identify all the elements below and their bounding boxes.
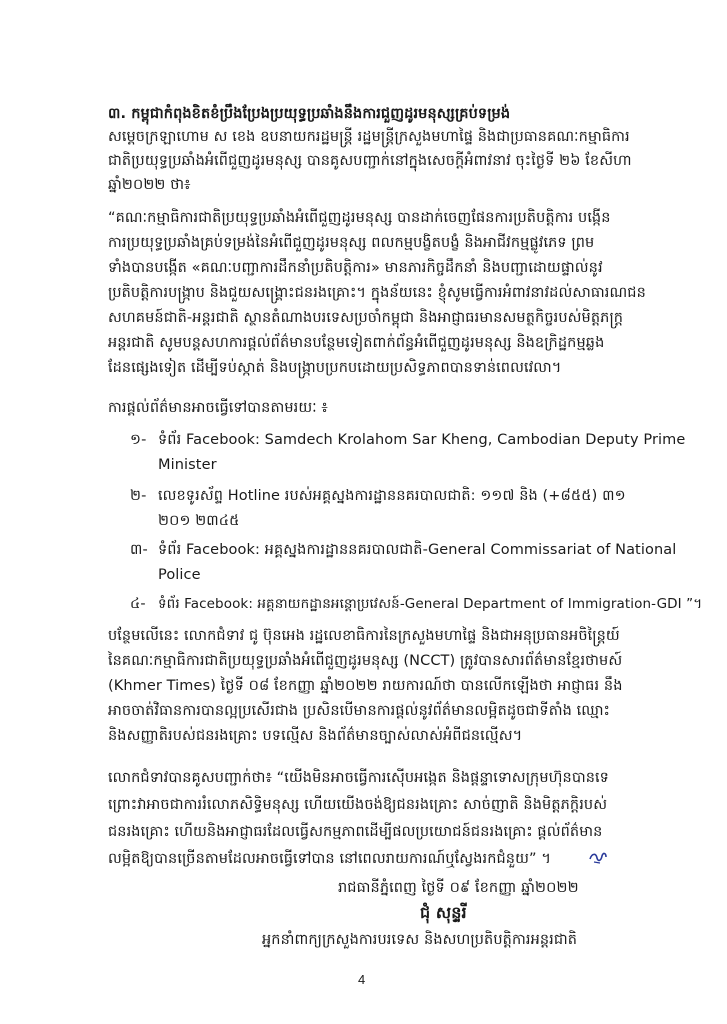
quote-line: ការប្រយុទ្ធប្រឆាំងគ្រប់ទម្រង់នៃអំពើជួញដូរមនុស្ស ពលកម្មបង្ខិតបង្ខំ និងអាជីវកម្មផ្លូវភេទ ព្រម [108,235,595,251]
paragraph-line: ជនរងគ្រោះ ហើយនិងអាជ្ញាធរដែលធ្វើសកម្មភាពដើម្បីផលប្រយោជន៍ជនរងគ្រោះ ផ្តល់ព័ត៌មាន [108,824,603,840]
paragraph-line: លម្អិតឱ្យបានច្រើនតាមដែលអាចធ្វើទៅបាន នៅពេលរាយការណ៍ឬស្វែងរកជំនួយ” ។ [108,851,551,867]
initial-mark-icon [588,849,608,865]
paragraph-line: ព្រោះវាអាចជាការរំលោភសិទ្ធិមនុស្ស ហើយយើងចង់ឱ្យជនរងគ្រោះ សាច់ញាតិ និងមិត្តភក្តិរបស់ [108,797,608,813]
list-item-continuation: Minister [158,457,217,473]
paragraph-line: លោកជំទាវបានគូសបញ្ជាក់ថា៖ “យើងមិនអាចធ្វើការស៊ើបអង្កេត និងផ្តន្ទាទោសក្រុមហ៊ុនបានទេ [108,770,609,786]
quote-line: អន្តរជាតិ សូមបន្តសហការផ្តល់ព័ត៌មានបន្ថែមទៀតពាក់ព័ន្ធអំពើជួញដូរមនុស្ស និងឧក្រិដ្ឋកម្មឆ្លង [108,335,605,351]
quote-line: សហគមន៍ជាតិ-អន្តរជាតិ ស្ថានតំណាងបរទេសប្រចាំកម្ពុជា និងអាជ្ញាធរមានសមត្ថកិច្ចរបស់មិត្តភក្រ្ត [108,310,624,326]
intro-line: ឆ្នាំ២០២២ ថា៖ [108,177,191,193]
page-number: 4 [358,972,366,987]
paragraph-line: អាចចាត់វិធានការបានល្អប្រសើរជាង ប្រសិនបើមានការផ្តល់នូវព័ត៌មានលម្អិតដូចជាទីតាំង ឈ្មោះ [108,703,611,719]
list-item-hotline: លេខទូរស័ព្ទ Hotline របស់អគ្គស្នងការដ្ឋាននគរបាលជាតិ: ១១៧ និង (+៨៥៥) ៣១ [158,488,626,504]
paragraph-line: និងសញ្ញាតិរបស់ជនរងគ្រោះ បទល្មើស និងព័ត៌មានច្បាស់លាស់អំពីជនល្មើស។ [108,728,523,744]
paragraph-line: (Khmer Times) ថ្ងៃទី ០៨ ខែកញ្ញា ឆ្នាំ២០២២ រាយការណ៍ថា បានលើកឡើងថា អាជ្ញាធរ នឹង [108,678,623,694]
list-number: ៤- [130,596,146,612]
list-item-facebook-samdech: ទំព័រ Facebook: Samdech Krolahom Sar Kheng, Cambodian Deputy Prime [158,432,686,448]
list-number: ១- [130,432,147,448]
intro-line: ជាតិប្រយុទ្ធប្រឆាំងអំពើជួញដូរមនុស្ស បានគូសបញ្ជាក់នៅក្នុងសេចក្តីអំពាវនាវ ចុះថ្ងៃទី ២៦ ខែសីហា [108,153,632,169]
list-number: ២- [130,488,147,504]
list-item-continuation: ២០១ ២៣៤៥ [158,513,240,529]
signatory-title: អ្នកនាំពាក្យក្រសួងការបរទេស និងសហប្រតិបត្តិការអន្តរជាតិ [262,932,578,948]
paragraph-line: បន្ថែមលើនេះ លោកជំទាវ ជូ ប៊ុនអេង រដ្ឋលេខាធិការនៃក្រសួងមហាផ្ទៃ និងជាអនុប្រធានអចិន្ត្រៃយ៍ [108,628,620,644]
quote-line: “គណៈកម្មាធិការជាតិប្រយុទ្ធប្រឆាំងអំពើជួញដូរមនុស្ស បានដាក់ចេញផែនការប្រតិបត្តិការ បង្កើន [108,210,611,226]
quote-line: ទាំងបានបង្កើត «គណៈបញ្ជាការដឹកនាំប្រតិបត្តិការ» មានភារកិច្ចដឹកនាំ និងបញ្ជាដោយផ្ទាល់នូវ [108,260,603,276]
intro-line: សម្តេចក្រឡាហោម ស ខេង ឧបនាយករដ្ឋមន្រ្តី រដ្ឋមន្រ្តីក្រសួងមហាផ្ទៃ និងជាប្រធានគណៈកម្មាធិការ [108,129,630,145]
list-item-facebook-immigration: ទំព័រ Facebook: អគ្គនាយកដ្ឋានអន្តោប្រវេសន៍-General Department of Immigration-GDI ”។ [158,596,703,612]
list-item-facebook-police: ទំព័រ Facebook: អគ្គស្នងការដ្ឋាននគរបាលជាតិ-General Commissariat of National [158,542,677,558]
paragraph-line: នៃគណៈកម្មាធិការជាតិប្រយុទ្ធប្រឆាំងអំពើជួញដូរមនុស្ស (NCCT) ត្រូវបានសារព័ត៌មានខ្មែរថាមស៍ [108,653,623,669]
quote-line: ប្រតិបត្តិការបង្ក្រាប និងជួយសង្គ្រោះជនរងគ្រោះ។ ក្នុងន័យនេះ ខ្ញុំសូមធ្វើការអំពាវនាវដល់សាធារណជន [108,285,646,301]
list-item-continuation: Police [158,567,201,583]
closing-date: រាជធានីភ្នំពេញ ថ្ងៃទី ០៩ ខែកញ្ញា ឆ្នាំ២០២២ [338,880,579,896]
channels-intro: ការផ្តល់ព័ត៌មានអាចធ្វើទៅបានតាមរយៈ ៖ [108,400,328,416]
quote-line: ដែនផ្សេងទៀត ដើម្បីទប់ស្កាត់ និងបង្ក្រាបប្រកបដោយប្រសិទ្ធភាពបានទាន់ពេលវេលា។ [108,360,562,376]
list-number: ៣- [130,542,148,558]
section-heading: ៣. កម្ពុជាកំពុងខិតខំប្រឹងប្រែងប្រយុទ្ធប្រឆាំងនឹងការជួញដូរមនុស្សគ្រប់ទម្រង់ [108,106,511,122]
signatory-name: ជុំ សុន្ទរី [420,903,467,922]
